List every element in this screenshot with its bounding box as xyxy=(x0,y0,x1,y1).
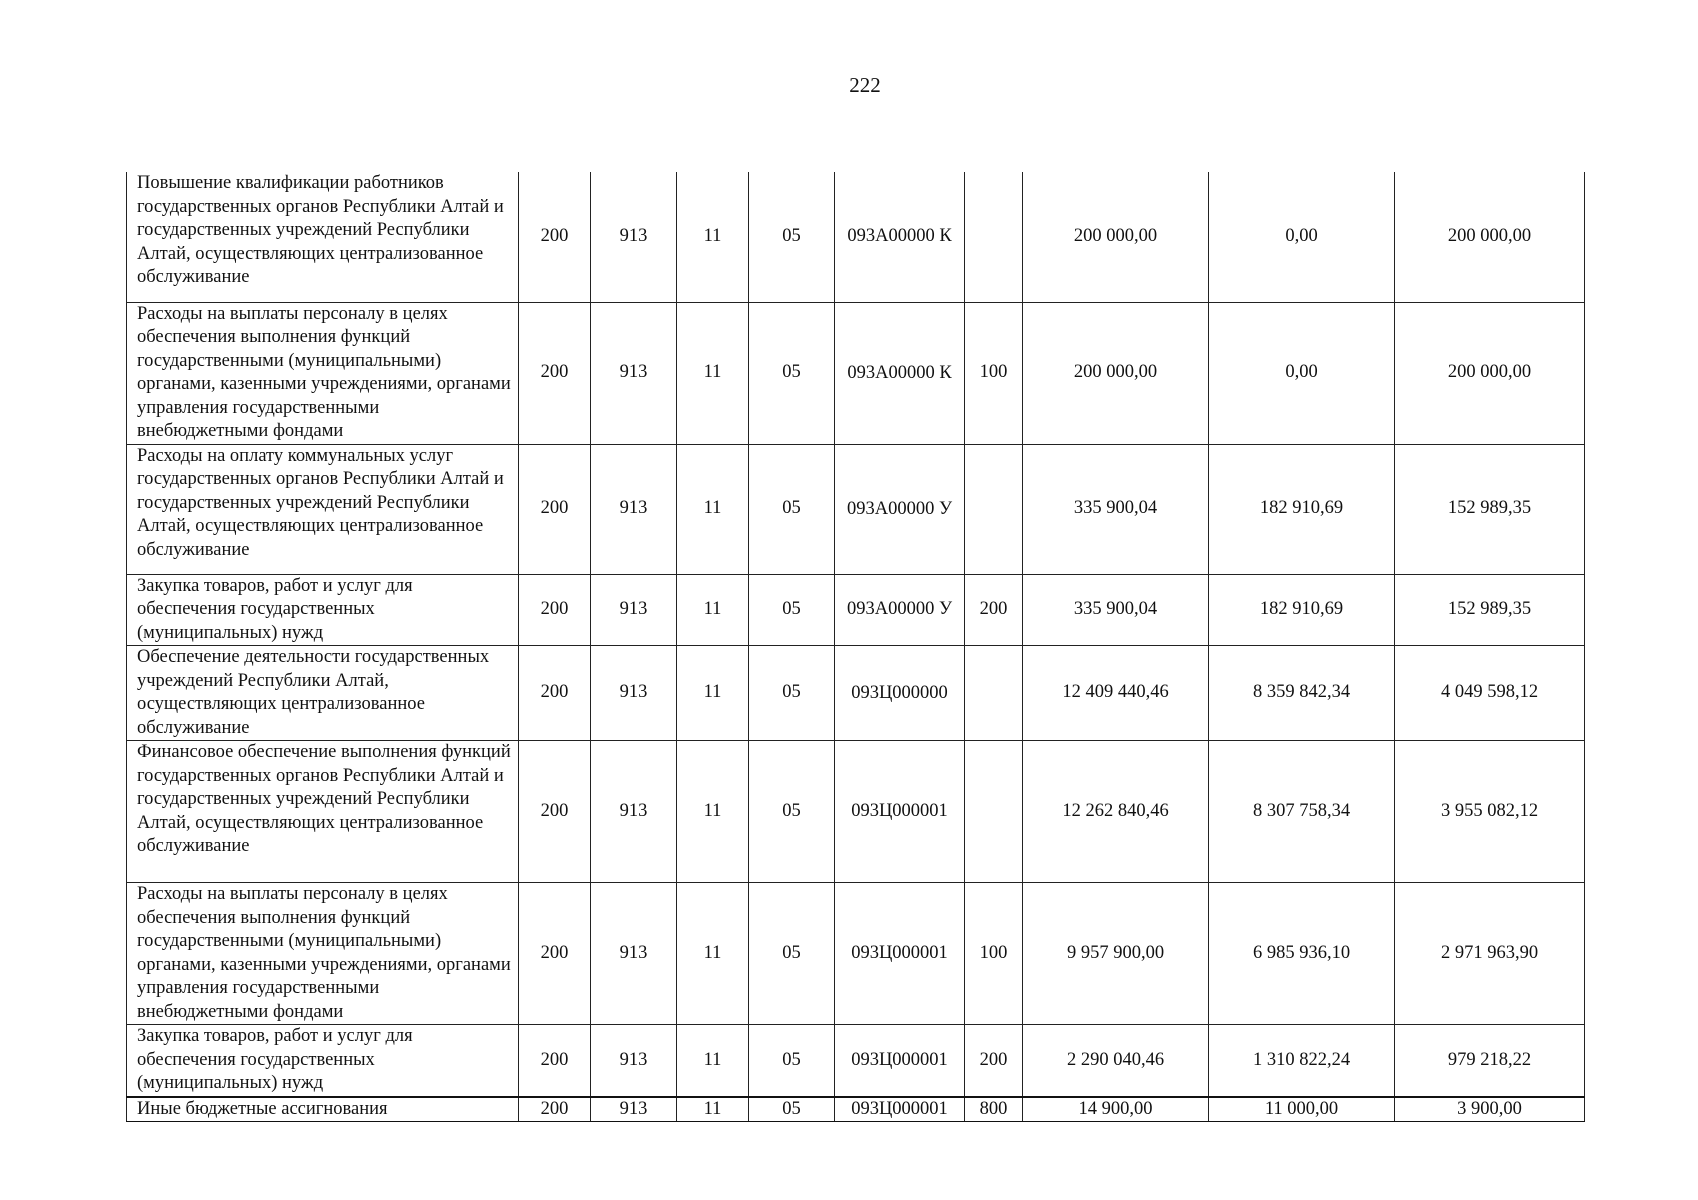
row-name: Обеспечение деятельности государственных учреждений Республики Алтай, осуществляющих централизованное обслуживание xyxy=(127,646,519,741)
cell-c3: 11 xyxy=(677,302,749,444)
cell-target-article: 093Ц000001 xyxy=(835,1097,965,1122)
cell-c2: 913 xyxy=(591,646,677,741)
cell-sum-1: 9 957 900,00 xyxy=(1023,883,1209,1025)
cell-c1: 200 xyxy=(519,741,591,883)
table-row xyxy=(127,1097,1585,1122)
table-row xyxy=(127,574,1585,646)
cell-sum-2: 182 910,69 xyxy=(1209,444,1395,574)
cell-c3: 11 xyxy=(677,883,749,1025)
row-name: Иные бюджетные ассигнования xyxy=(127,1097,519,1122)
table-row xyxy=(127,883,1585,1025)
cell-sum-3: 979 218,22 xyxy=(1395,1025,1585,1097)
cell-c4: 05 xyxy=(749,574,835,646)
cell-sum-3: 200 000,00 xyxy=(1395,302,1585,444)
cell-c2: 913 xyxy=(591,883,677,1025)
cell-target-article: 093А00000 У xyxy=(835,574,965,646)
cell-sum-1: 200 000,00 xyxy=(1023,302,1209,444)
cell-sum-3: 200 000,00 xyxy=(1395,172,1585,302)
cell-c2: 913 xyxy=(591,1025,677,1097)
cell-c2: 913 xyxy=(591,172,677,302)
table-row xyxy=(127,741,1585,883)
cell-c4: 05 xyxy=(749,172,835,302)
row-name: Расходы на выплаты персоналу в целях обеспечения выполнения функций государственными (муниципальными) органами, казенными учреждениями, органами управления государственными внебюджетными фондами xyxy=(127,302,519,444)
cell-expense-type: 100 xyxy=(965,883,1023,1025)
cell-c4: 05 xyxy=(749,444,835,574)
cell-sum-2: 182 910,69 xyxy=(1209,574,1395,646)
cell-sum-1: 200 000,00 xyxy=(1023,172,1209,302)
cell-c4: 05 xyxy=(749,302,835,444)
cell-c1: 200 xyxy=(519,302,591,444)
cell-target-article: 093Ц000000 xyxy=(835,646,965,741)
cell-sum-2: 0,00 xyxy=(1209,172,1395,302)
cell-expense-type xyxy=(965,444,1023,574)
cell-target-article: 093А00000 К xyxy=(835,302,965,444)
cell-sum-3: 152 989,35 xyxy=(1395,574,1585,646)
cell-c3: 11 xyxy=(677,574,749,646)
cell-target-article: 093Ц000001 xyxy=(835,1025,965,1097)
cell-sum-2: 8 307 758,34 xyxy=(1209,741,1395,883)
cell-expense-type xyxy=(965,172,1023,302)
cell-c2: 913 xyxy=(591,1097,677,1122)
cell-c1: 200 xyxy=(519,444,591,574)
cell-sum-3: 2 971 963,90 xyxy=(1395,883,1585,1025)
page-number: 222 xyxy=(849,73,881,97)
cell-sum-3: 3 900,00 xyxy=(1395,1097,1585,1122)
cell-c1: 200 xyxy=(519,1025,591,1097)
cell-sum-2: 6 985 936,10 xyxy=(1209,883,1395,1025)
cell-expense-type xyxy=(965,741,1023,883)
cell-c1: 200 xyxy=(519,172,591,302)
cell-c1: 200 xyxy=(519,574,591,646)
table-row xyxy=(127,646,1585,741)
cell-c3: 11 xyxy=(677,1025,749,1097)
table-row xyxy=(127,444,1585,574)
row-name: Финансовое обеспечение выполнения функций государственных органов Республики Алтай и государственных учреждений Республики Алтай, осуществляющих централизованное обслуживание xyxy=(127,741,519,883)
table-row xyxy=(127,1025,1585,1097)
cell-sum-2: 1 310 822,24 xyxy=(1209,1025,1395,1097)
row-name: Расходы на выплаты персоналу в целях обеспечения выполнения функций государственными (муниципальными) органами, казенными учреждениями, органами управления государственными внебюджетными фондами xyxy=(127,883,519,1025)
cell-target-article: 093А00000 У xyxy=(835,444,965,574)
cell-target-article: 093Ц000001 xyxy=(835,741,965,883)
row-name: Расходы на оплату коммунальных услуг государственных органов Республики Алтай и государственных учреждений Республики Алтай, осуществляющих централизованное обслуживание xyxy=(127,444,519,574)
table-row xyxy=(127,302,1585,444)
cell-expense-type: 200 xyxy=(965,574,1023,646)
cell-sum-3: 3 955 082,12 xyxy=(1395,741,1585,883)
cell-c3: 11 xyxy=(677,1097,749,1122)
cell-expense-type: 800 xyxy=(965,1097,1023,1122)
cell-c1: 200 xyxy=(519,646,591,741)
cell-c4: 05 xyxy=(749,883,835,1025)
cell-sum-2: 8 359 842,34 xyxy=(1209,646,1395,741)
cell-c3: 11 xyxy=(677,444,749,574)
cell-sum-2: 11 000,00 xyxy=(1209,1097,1395,1122)
cell-c3: 11 xyxy=(677,646,749,741)
cell-target-article: 093Ц000001 xyxy=(835,883,965,1025)
row-name: Повышение квалификации работников государственных органов Республики Алтай и государственных учреждений Республики Алтай, осуществляющих централизованное обслуживание xyxy=(127,172,519,302)
cell-sum-1: 2 290 040,46 xyxy=(1023,1025,1209,1097)
cell-c4: 05 xyxy=(749,1097,835,1122)
cell-c2: 913 xyxy=(591,444,677,574)
cell-sum-3: 4 049 598,12 xyxy=(1395,646,1585,741)
row-name: Закупка товаров, работ и услуг для обеспечения государственных (муниципальных) нужд xyxy=(127,1025,519,1097)
cell-c4: 05 xyxy=(749,1025,835,1097)
cell-c4: 05 xyxy=(749,646,835,741)
cell-c1: 200 xyxy=(519,1097,591,1122)
cell-sum-1: 335 900,04 xyxy=(1023,444,1209,574)
cell-c2: 913 xyxy=(591,741,677,883)
cell-c1: 200 xyxy=(519,883,591,1025)
cell-expense-type xyxy=(965,646,1023,741)
cell-c2: 913 xyxy=(591,574,677,646)
cell-c3: 11 xyxy=(677,741,749,883)
cell-sum-2: 0,00 xyxy=(1209,302,1395,444)
cell-c3: 11 xyxy=(677,172,749,302)
cell-target-article: 093А00000 К xyxy=(835,172,965,302)
row-name: Закупка товаров, работ и услуг для обеспечения государственных (муниципальных) нужд xyxy=(127,574,519,646)
cell-sum-1: 335 900,04 xyxy=(1023,574,1209,646)
cell-sum-1: 14 900,00 xyxy=(1023,1097,1209,1122)
cell-expense-type: 200 xyxy=(965,1025,1023,1097)
cell-c2: 913 xyxy=(591,302,677,444)
cell-sum-3: 152 989,35 xyxy=(1395,444,1585,574)
table-row xyxy=(127,172,1585,302)
cell-sum-1: 12 262 840,46 xyxy=(1023,741,1209,883)
budget-table xyxy=(126,172,1585,1122)
cell-expense-type: 100 xyxy=(965,302,1023,444)
cell-sum-1: 12 409 440,46 xyxy=(1023,646,1209,741)
cell-c4: 05 xyxy=(749,741,835,883)
